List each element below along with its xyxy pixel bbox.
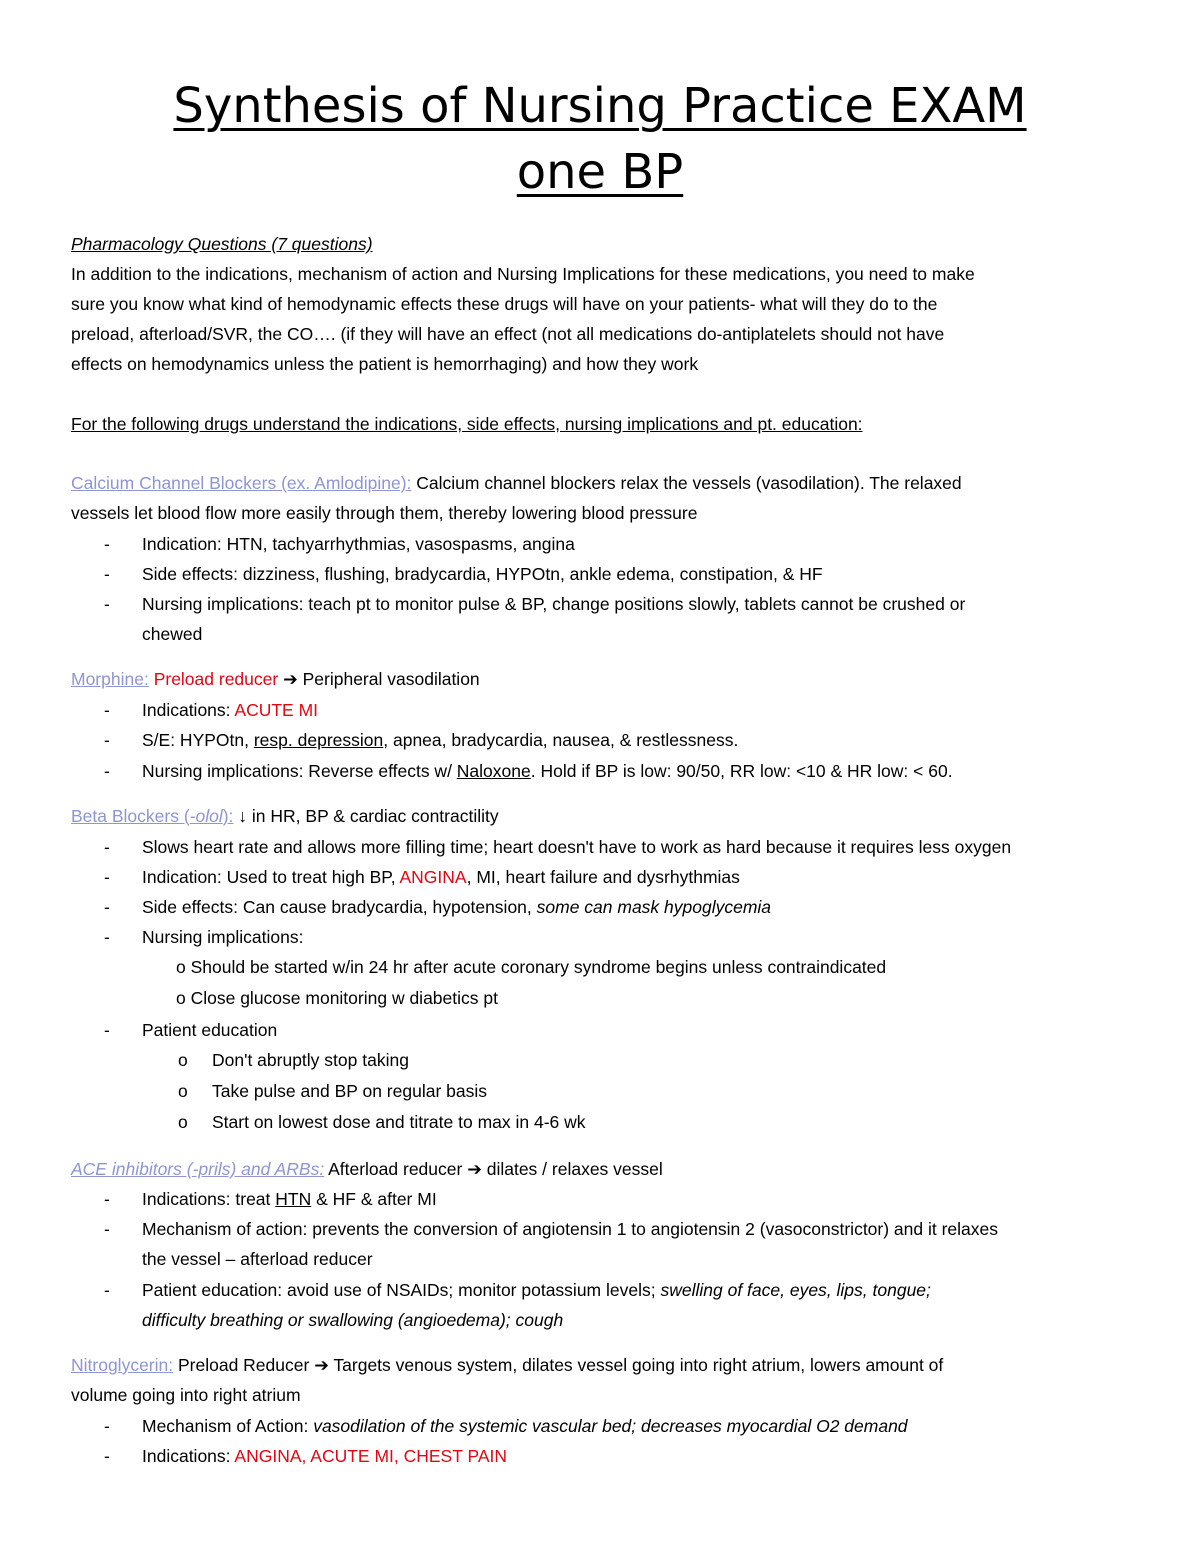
bullet-dash: - — [104, 1416, 110, 1436]
intro-line-2: sure you know what kind of hemodynamic effects these drugs will have on your patients- what will they do to the — [71, 294, 938, 314]
bullet-dash: - — [104, 594, 110, 614]
morphine-preload-reducer: Preload reducer — [148, 669, 284, 689]
sub-bullet-o: o — [178, 1050, 188, 1070]
bullet-dash: - — [104, 1280, 110, 1300]
bullet-dash: - — [104, 897, 110, 917]
document-title-line1: Synthesis of Nursing Practice EXAM — [173, 78, 1027, 134]
bullet-dash: - — [104, 1020, 110, 1040]
document-title-line2: one BP — [516, 144, 684, 200]
ccb-indication: Indication: HTN, tachyarrhythmias, vasospasms, angina — [142, 534, 575, 554]
nitro-indications: Indications: ANGINA, ACUTE MI, CHEST PAIN — [142, 1446, 508, 1466]
bullet-dash: - — [104, 927, 110, 947]
ace-heading: ACE inhibitors (-prils) and ARBs: Afterload reducer ➔ dilates / relaxes vessel — [71, 1159, 663, 1179]
ace-patient-education: Patient education: avoid use of NSAIDs; monitor potassium levels; swelling of face, eyes, lips, tongue; — [142, 1280, 931, 1300]
nitro-desc-2: volume going into right atrium — [71, 1385, 301, 1405]
ace-patient-education-cont: difficulty breathing or swallowing (angioedema); cough — [142, 1310, 564, 1330]
beta-nursing-sub-1: o Should be started w/in 24 hr after acute coronary syndrome begins unless contraindicated — [176, 957, 887, 977]
bullet-dash: - — [104, 534, 110, 554]
intro-line-4: effects on hemodynamics unless the patient is hemorrhaging) and how they work — [71, 354, 699, 374]
right-arrow-icon: ➔ — [467, 1159, 482, 1179]
ccb-desc-1: Calcium channel blockers relax the vessels (vasodilation). The relaxed — [411, 473, 962, 493]
ace-name-link[interactable]: ACE inhibitors (-prils) and ARBs: — [71, 1159, 325, 1179]
bullet-dash: - — [104, 1219, 110, 1239]
morphine-heading — [71, 664, 480, 694]
ccb-heading — [71, 468, 962, 498]
bullet-dash: - — [104, 1189, 110, 1209]
bullet-dash: - — [104, 1446, 110, 1466]
ace-indications: Indications: treat HTN & HF & after MI — [142, 1189, 437, 1209]
beta-indication: Indication: Used to treat high BP, ANGINA, MI, heart failure and dysrhythmias — [142, 867, 740, 887]
intro-line-1: In addition to the indications, mechanism of action and Nursing Implications for these medications, you need to make — [71, 264, 975, 284]
beta-effect: ↓ in HR, BP & cardiac contractility — [233, 806, 499, 826]
ccb-desc-2: vessels let blood flow more easily through them, thereby lowering blood pressure — [71, 503, 698, 523]
sub-bullet-o: o — [178, 1081, 188, 1101]
beta-nursing-implications: Nursing implications: — [142, 927, 304, 947]
right-arrow-icon: ➔ — [283, 669, 298, 689]
morphine-indications: Indications: ACUTE MI — [142, 700, 319, 720]
nitro-name-link[interactable]: Nitroglycerin: — [71, 1355, 174, 1375]
morphine-effect: Peripheral vasodilation — [297, 669, 480, 689]
bullet-dash: - — [104, 761, 110, 781]
bullet-dash: - — [104, 730, 110, 750]
morphine-nursing-implications: Nursing implications: Reverse effects w/ Naloxone. Hold if BP is low: 90/50, RR low: <10 & HR low: < 60. — [142, 761, 953, 781]
ccb-nursing-implications-cont: chewed — [142, 624, 203, 644]
section-heading-pharmacology: Pharmacology Questions (7 questions) — [71, 234, 373, 254]
nitro-mechanism: Mechanism of Action: vasodilation of the systemic vascular bed; decreases myocardial O2 demand — [142, 1416, 908, 1436]
bullet-dash: - — [104, 837, 110, 857]
instruction-line: For the following drugs understand the indications, side effects, nursing implications and pt. education: — [71, 414, 863, 434]
sub-bullet-o: o — [178, 1112, 188, 1132]
right-arrow-icon: ➔ — [314, 1355, 329, 1375]
beta-side-effects: Side effects: Can cause bradycardia, hypotension, some can mask hypoglycemia — [142, 897, 772, 917]
beta-heading — [71, 801, 499, 831]
beta-edu-3: Start on lowest dose and titrate to max in 4-6 wk — [212, 1112, 586, 1132]
beta-mechanism: Slows heart rate and allows more filling time; heart doesn't have to work as hard because it requires less oxygen — [142, 837, 1012, 857]
beta-name-link[interactable]: Beta Blockers (-olol): — [71, 806, 234, 826]
ccb-side-effects: Side effects: dizziness, flushing, bradycardia, HYPOtn, ankle edema, constipation, & HF — [142, 564, 823, 584]
bullet-dash: - — [104, 564, 110, 584]
ccb-name-link[interactable]: Calcium Channel Blockers (ex. Amlodipine): — [71, 473, 412, 493]
ace-mechanism: Mechanism of action: prevents the conversion of angiotensin 1 to angiotensin 2 (vasoconstrictor) and it relaxes — [142, 1219, 999, 1239]
beta-patient-education: Patient education — [142, 1020, 278, 1040]
intro-line-3: preload, afterload/SVR, the CO…. (if they will have an effect (not all medications do-antiplatelets should not have — [71, 324, 945, 344]
beta-edu-1: Don't abruptly stop taking — [212, 1050, 409, 1070]
bullet-dash: - — [104, 867, 110, 887]
morphine-side-effects: S/E: HYPOtn, resp. depression, apnea, bradycardia, nausea, & restlessness. — [142, 730, 739, 750]
beta-edu-2: Take pulse and BP on regular basis — [212, 1081, 487, 1101]
morphine-name-link[interactable]: Morphine: — [71, 669, 149, 689]
nitro-heading: Nitroglycerin: Preload Reducer ➔ Targets venous system, dilates vessel going into right atrium, lowers amount of — [71, 1355, 944, 1375]
beta-nursing-sub-2: o Close glucose monitoring w diabetics pt — [176, 988, 498, 1008]
ace-mechanism-cont: the vessel – afterload reducer — [142, 1249, 373, 1269]
bullet-dash: - — [104, 700, 110, 720]
ccb-nursing-implications: Nursing implications: teach pt to monitor pulse & BP, change positions slowly, tablets cannot be crushed or — [142, 594, 966, 614]
